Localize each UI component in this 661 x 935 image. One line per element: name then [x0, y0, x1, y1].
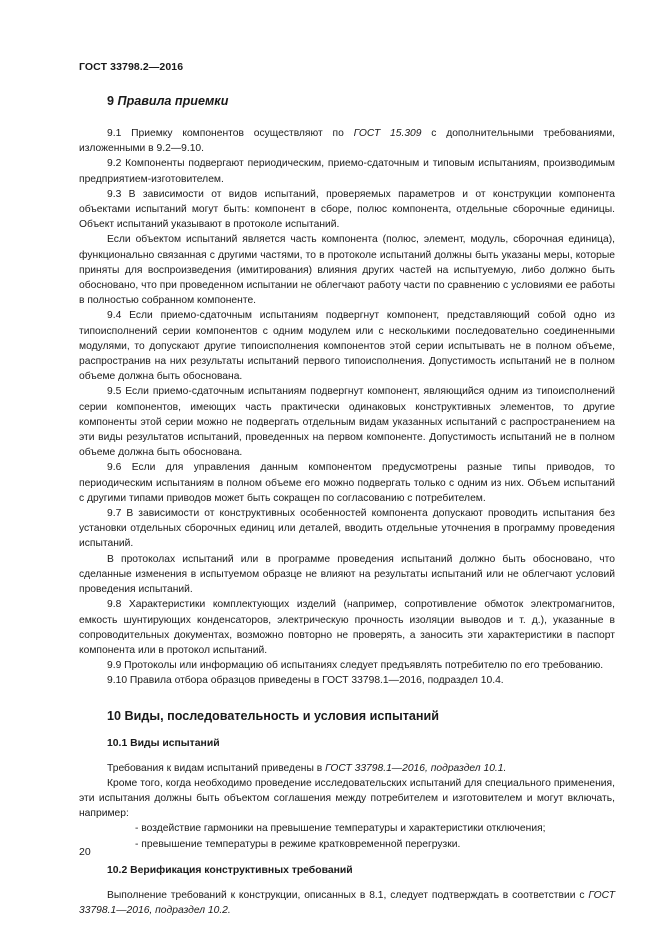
- paragraph-9-9: 9.9 Протоколы или информацию об испытаниях следует предъявлять потребителю по его требованию.: [107, 660, 604, 672]
- paragraph-9-10: 9.10 Правила отбора образцов приведены в ГОСТ 33798.1—2016, подраздел 10.4.: [107, 675, 504, 687]
- subsection-10-2-heading: 10.2 Верификация конструктивных требований: [107, 864, 353, 876]
- page-content: [79, 93, 615, 918]
- text-run: 9.1 Приемку компонентов осуществляют по: [107, 128, 354, 139]
- section-9-title: Правила приемки: [117, 94, 229, 108]
- paragraph-10-1-b: Кроме того, когда необходимо проведение исследовательских испытаний для специального применения, эти испытания должны быть объектом соглашения между потребителем и изготовителем и могут включать, например:: [79, 777, 615, 820]
- paragraph-10-1-a: [79, 761, 615, 776]
- page-number: 20: [79, 846, 91, 858]
- text-run: с дополнительными требованиями, изложенными в 9.2—9.10.: [79, 128, 615, 155]
- list-item: - воздействие гармоники на превышение температуры и характеристики отключения;: [135, 823, 546, 835]
- standard-reference: ГОСТ 33798.1—2016, подраздел 10.1.: [325, 762, 507, 774]
- standard-reference: ГОСТ 33798.1—2016, подраздел 10.2.: [79, 889, 615, 916]
- paragraph-9-5: 9.5 Если приемо-сдаточным испытаниям подвергнут компонент, являющийся одним из типоисполнений серии компонентов, имеющих часть практически одинаковых конструктивных элементов, то другие компоненты этой серии можно не подвергать отдельным видам указанных испытаний с распространением на эти виды результатов испытаний, проведенных на первом компоненте. Допустимость испытаний не в полном объеме должна быть обоснована.: [79, 386, 615, 459]
- paragraph-10-2: [79, 888, 615, 918]
- list-item: - превышение температуры в режиме кратковременной перегрузки.: [135, 838, 461, 850]
- paragraph-9-6: 9.6 Если для управления данным компонентом предусмотрены разные типы приводов, то периодическим испытаниям в полном объеме его можно подвергать только с одним из них. Объем испытаний с другими типами приводов может быть сокращен по согласованию с потребителем.: [79, 462, 615, 504]
- subsection-10-1-heading: 10.1 Виды испытаний: [107, 737, 220, 749]
- section-9-heading: [107, 93, 615, 109]
- paragraph-9-7-cont: В протоколах испытаний или в программе проведения испытаний должно быть обосновано, что сделанные изменения в испытуемом образце не влияют на результаты испытаний или не облегчают условий проведения испытаний.: [79, 553, 615, 596]
- text-run: Требования к видам испытаний приведены в: [107, 762, 326, 774]
- text-run: Выполнение требований к конструкции, описанных в 8.1, следует подтверждать в соответствии с: [107, 889, 589, 901]
- paragraph-9-2: 9.2 Компоненты подвергают периодическим, приемо-сдаточным и типовым испытаниям, производимым предприятием-изготовителем.: [79, 158, 615, 185]
- paragraph-9-3-cont: Если объектом испытаний является часть компонента (полюс, элемент, модуль, сборочная единица), функционально связанная с другими частями, то в протоколе испытаний должны быть указаны меры, которые приняты для воспроизведения (имитирования) влияния других частей на испытуемую, либо должно быть обосновано, что при проведенном испытании не облегчают работу части по сравнению с условиями ее работы в полностью собранном компоненте.: [79, 234, 615, 307]
- paragraph-9-3: 9.3 В зависимости от видов испытаний, проверяемых параметров и от конструкции компонента объектами испытаний могут быть: компонент в сборе, полюс компонента, отдельные сборочные единицы. Объект испытаний указывают в протоколе испытаний.: [79, 188, 615, 231]
- standard-reference: ГОСТ 15.309: [353, 128, 422, 139]
- paragraph-9-4: 9.4 Если приемо-сдаточным испытаниям подвергнут компонент, представляющий собой одно из типоисполнений серии компонентов с одним модулем или с несколькими последовательно соединенными модулями, то допускают другие типоисполнения компонентов этой серии испытывать не в полном объеме, распространив на них результаты испытаний первого типоисполнения. Допустимость испытаний не в полном объеме должна быть обоснована.: [79, 310, 615, 383]
- paragraph-9-8: 9.8 Характеристики комплектующих изделий (например, сопротивление обмоток электромагнитов, емкость шунтирующих конденсаторов, электрическую прочность изоляции выводов и т. д.), указанные в сопроводительных документах, возможно повторно не проверять, а заносить эти характеристики в паспорт компонента или в протокол испытаний.: [79, 599, 615, 656]
- section-9-number: 9: [107, 94, 115, 108]
- paragraph-9-7: 9.7 В зависимости от конструктивных особенностей компонента допускают проводить испытания без установки отдельных сборочных единиц или деталей, вводить отдельные уточнения в программу проведения испытаний.: [79, 508, 615, 550]
- section-10-heading: 10 Виды, последовательность и условия испытаний: [107, 708, 439, 723]
- paragraph-9-1: [79, 126, 615, 156]
- document-code-header: ГОСТ 33798.2—2016: [79, 61, 184, 73]
